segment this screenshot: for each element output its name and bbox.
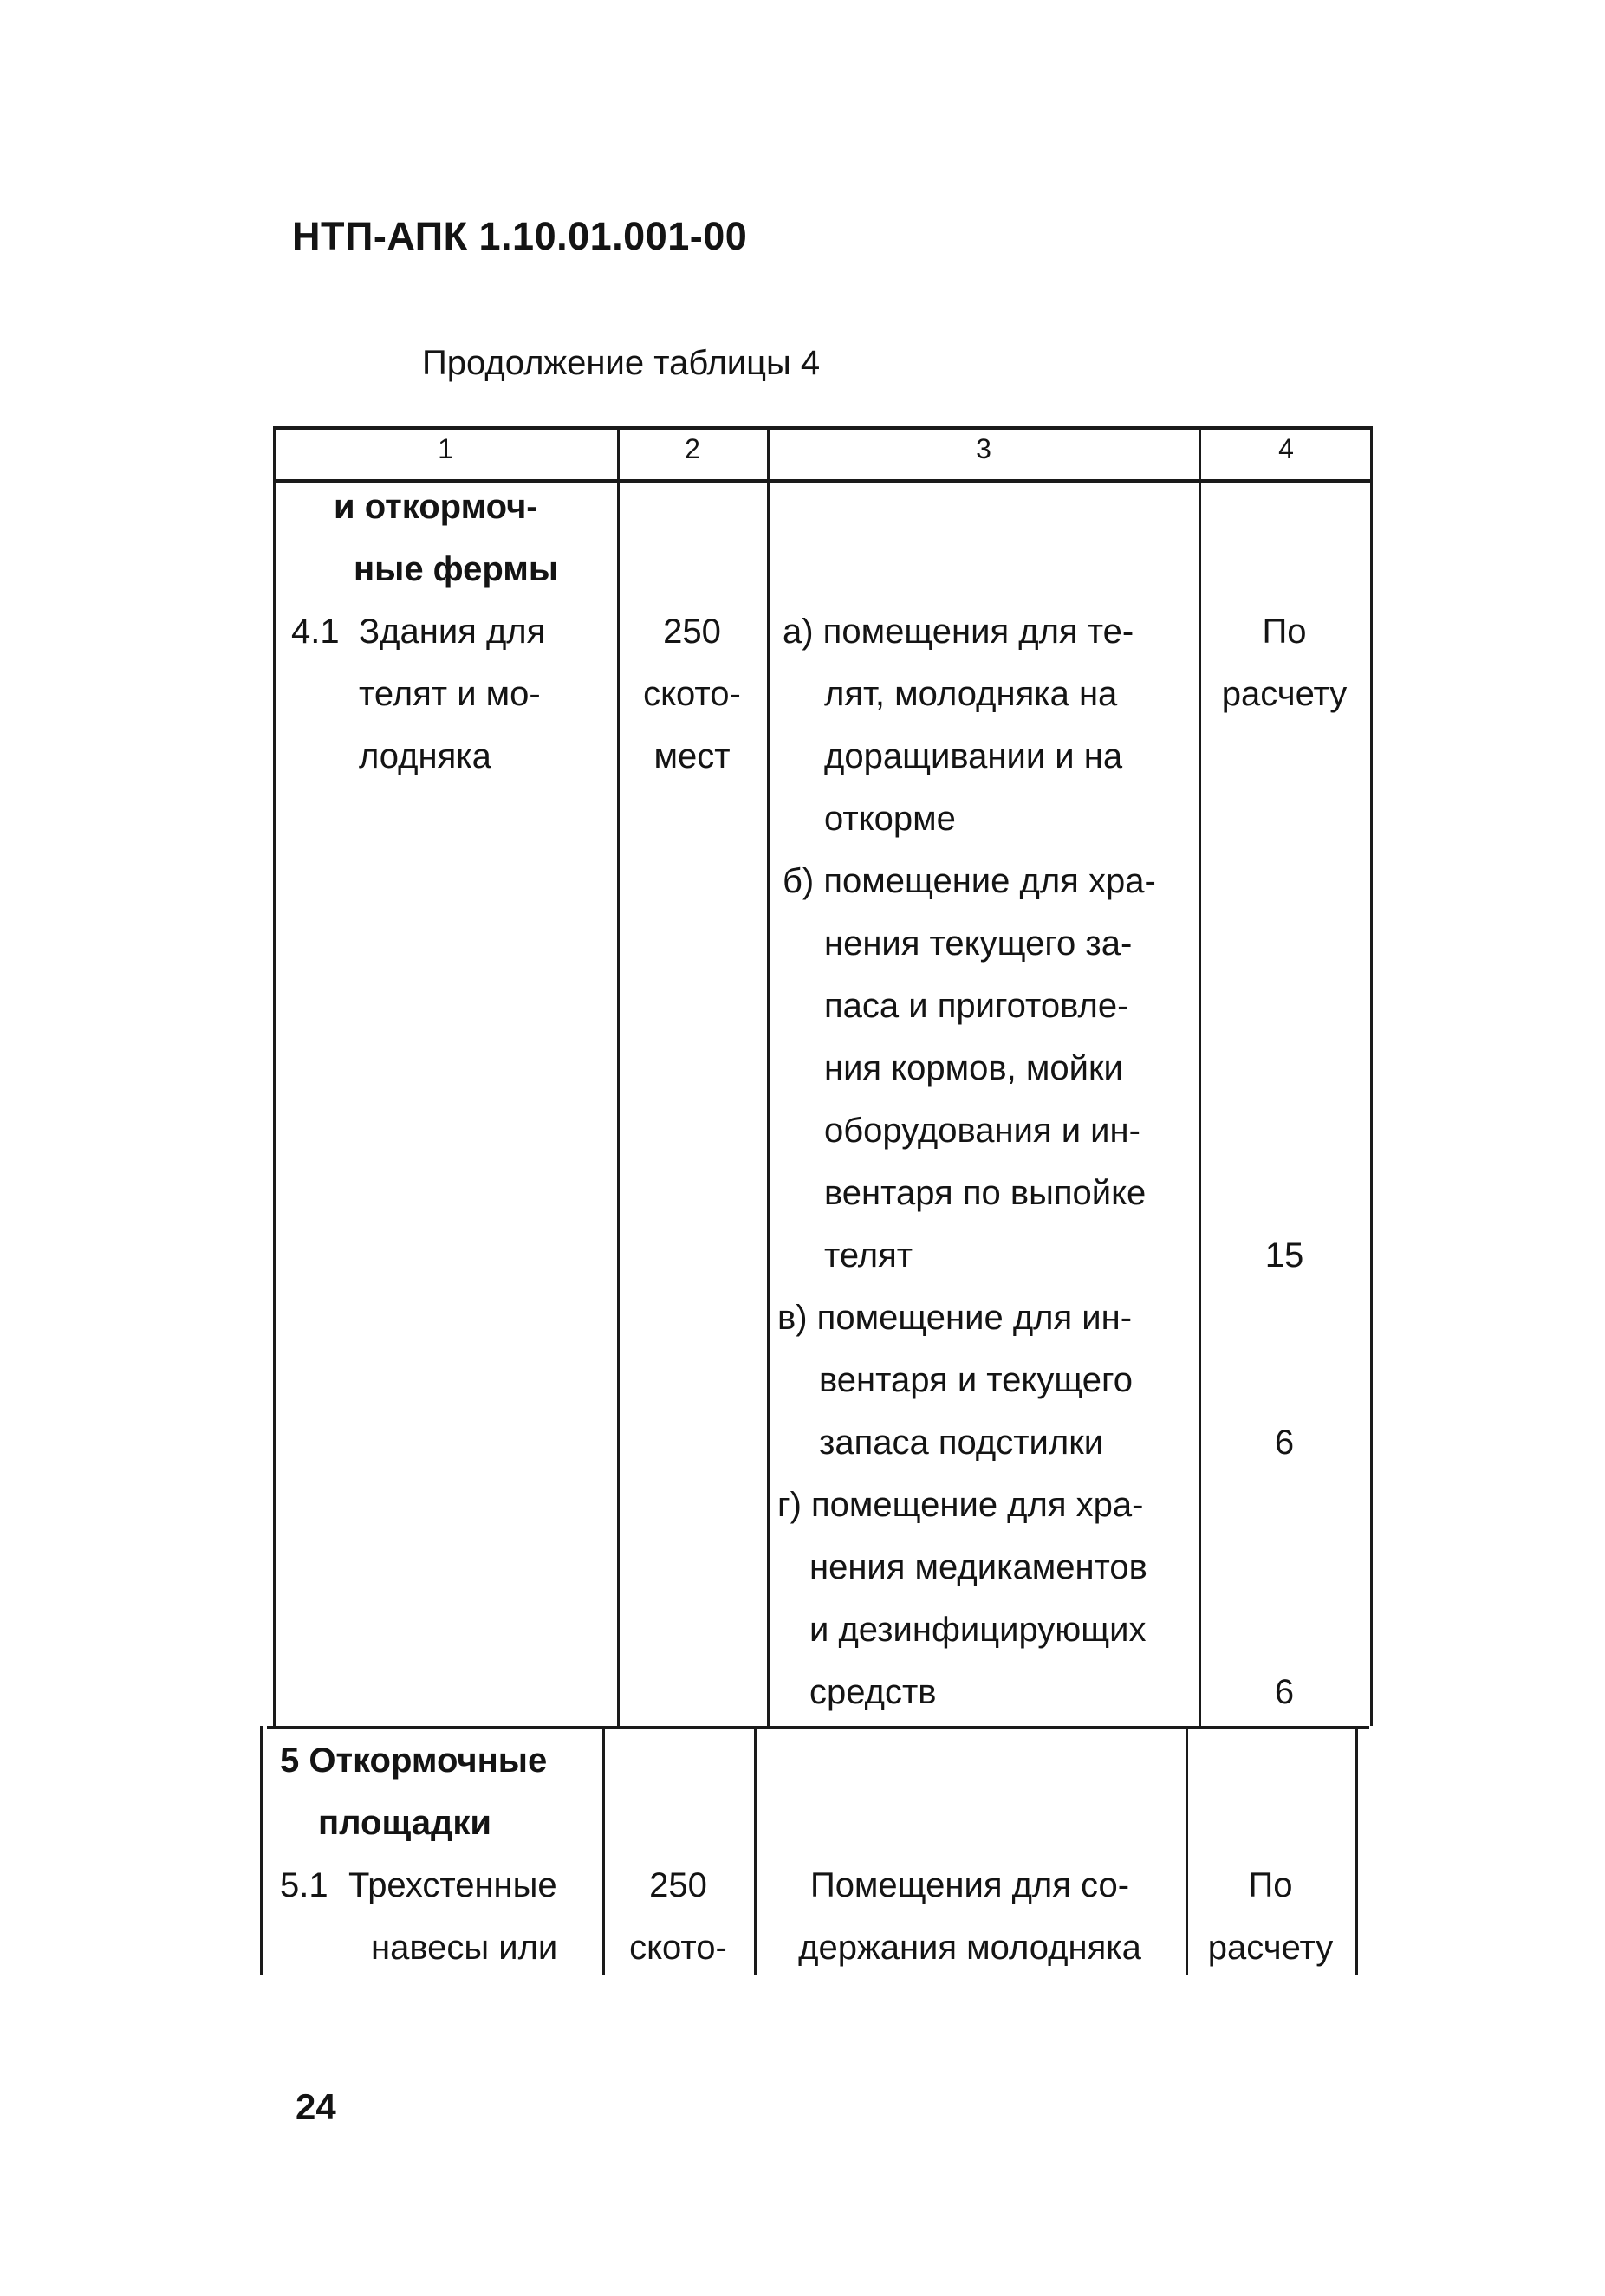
table-right-border: [1370, 426, 1373, 1726]
page-number: 24: [296, 2086, 336, 2127]
row-name-line: навесы или: [371, 1929, 558, 1967]
item-b-line: телят: [824, 1236, 913, 1274]
item-b-value: 15: [1264, 1236, 1304, 1274]
item-g-line: г) помещение для хра-: [777, 1486, 1144, 1524]
item-a-line: доращивании и на: [824, 737, 1123, 775]
col-header-3: 3: [976, 433, 991, 464]
item-b-line: нения текущего за-: [824, 924, 1133, 963]
item-b-line: вентаря по выпойке: [824, 1174, 1147, 1212]
col-header-1: 1: [438, 433, 453, 464]
row-number: 4.1: [291, 613, 340, 651]
item-g-line: средств: [809, 1673, 937, 1711]
description-line: Помещения для со-: [809, 1866, 1130, 1904]
capacity-line: ското-: [629, 1929, 727, 1967]
row-number: 5.1: [280, 1866, 328, 1904]
section-title-line: ные фермы: [354, 550, 559, 588]
row-name-line: лодняка: [359, 737, 491, 775]
item-a-value: По расчету: [1221, 613, 1348, 713]
description-line: держания молодняка: [798, 1929, 1141, 1967]
document-code: НТП-АПК 1.10.01.001-00: [292, 214, 748, 258]
section-title-line: 5 Откормочные: [280, 1741, 548, 1780]
row-name-line: Трехстенные: [348, 1866, 557, 1904]
value-line: По: [1248, 1866, 1293, 1904]
item-a-line: откорме: [824, 800, 956, 838]
table-caption: Продолжение таблицы 4: [422, 344, 821, 382]
item-v-line: запаса подстилки: [819, 1424, 1104, 1462]
table-right-border-lower: [1355, 1726, 1358, 1975]
col-header-4: 4: [1278, 433, 1294, 464]
capacity-line: мест: [653, 737, 731, 775]
row-name-line: Здания для: [359, 613, 546, 651]
col1-left-border-lower: [260, 1726, 263, 1975]
capacity-line: ското-: [643, 675, 741, 713]
item-g-line: и дезинфицирующих: [809, 1611, 1147, 1649]
col-header-2: 2: [685, 433, 700, 464]
section-title-line: и откормоч-: [334, 488, 538, 526]
item-a-line: лят, молодняка на: [824, 675, 1118, 713]
capacity-line: 250: [663, 613, 721, 651]
section-title-line: площадки: [318, 1804, 491, 1842]
item-b-line: оборудования и ин-: [824, 1112, 1140, 1150]
item-a-line: а) помещения для те-: [783, 613, 1134, 651]
item-b-line: б) помещение для хра-: [783, 862, 1156, 900]
capacity-line: 250: [649, 1866, 707, 1904]
value-line: расчету: [1207, 1929, 1334, 1967]
item-b-line: ния кормов, мойки: [824, 1049, 1123, 1087]
item-g-value: 6: [1274, 1673, 1295, 1711]
table-top-border: [273, 426, 1372, 430]
row-name-line: телят и мо-: [359, 675, 541, 713]
item-g-line: нения медикаментов: [809, 1548, 1147, 1586]
col3-left-border: [767, 426, 770, 1726]
item-v-line: вентаря и текущего: [819, 1361, 1134, 1399]
item-b-line: паса и приготовле-: [824, 987, 1129, 1025]
col1-left-border: [273, 426, 276, 1726]
item-v-value: 6: [1274, 1424, 1295, 1462]
item-v-line: в) помещение для ин-: [777, 1299, 1133, 1337]
